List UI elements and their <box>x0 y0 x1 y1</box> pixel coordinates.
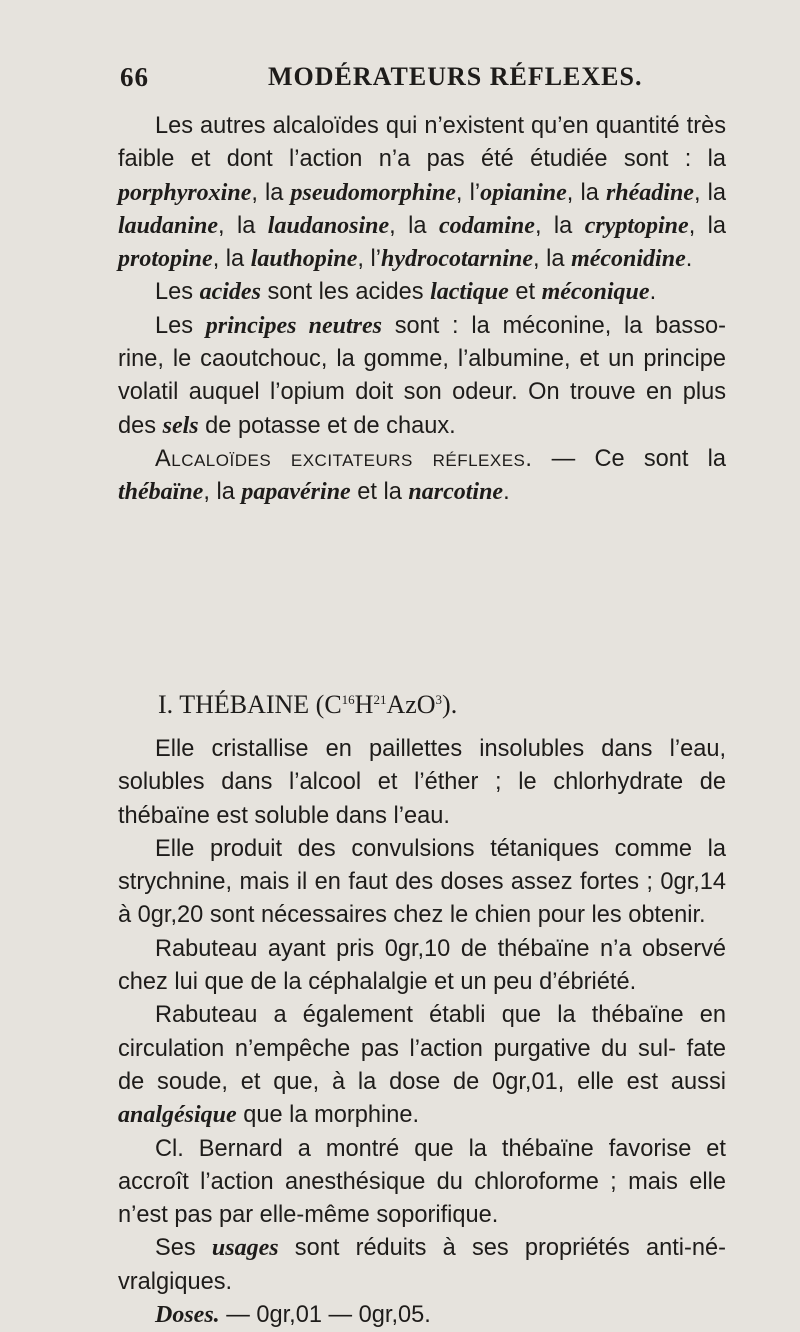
term-laudanosine: laudanosine <box>267 212 390 239</box>
term-analgesique: analgésique <box>118 1102 237 1129</box>
term-lactique: lactique <box>430 279 509 306</box>
body-text-thebaine <box>118 733 726 1332</box>
term-thebaine: thébaïne <box>118 479 204 506</box>
page-number: 66 <box>120 62 149 92</box>
running-head: MODÉRATEURS RÉFLEXES. <box>268 62 643 91</box>
term-hydrocotarnine: hydrocotarnine <box>381 246 534 273</box>
term-papaverine: papavérine <box>241 479 351 506</box>
term-sels: sels <box>162 412 199 439</box>
paragraph-acids: Les acides sont les acides lactique et méconique. <box>155 279 657 306</box>
term-porphyroxine: porphyroxine <box>118 179 252 206</box>
paragraph-convulsions: Elle produit des convulsions tétaniques comme la strychnine, mais il en faut des doses assez fortes ; 0gr,14 à 0gr,20 sont nécessaires chez le chien pour les obtenir. <box>118 835 726 929</box>
paragraph-neutral-principles: Les principes neutres sont : la méconine, la basso- rine, le caoutchouc, la gomme, l’albumine, et un principe volatil auquel l’opium doit son odeur. On trouve en plus des sels de potasse et de chaux. <box>118 312 726 439</box>
page-header <box>120 62 720 98</box>
paragraph-bernard: Cl. Bernard a montré que la thébaïne favorise et accroît l’action anesthésique du chloroforme ; mais elle n’est pas par elle-même soporifique. <box>118 1135 726 1229</box>
paragraph-crystallisation: Elle cristallise en paillettes insolubles dans l’eau, solubles dans l’alcool et l’éther ; le chlorhydrate de thébaïne est soluble dans l’eau. <box>118 736 726 829</box>
paragraph-usages: Ses usages sont réduits à ses propriétés anti-né- vralgiques. <box>118 1235 726 1295</box>
paragraph-doses: Doses. — 0gr,01 — 0gr,05. <box>155 1302 431 1329</box>
term-acides: acides <box>199 279 261 306</box>
term-cryptopine: cryptopine <box>584 212 689 239</box>
term-opianine: opianine <box>480 179 567 206</box>
term-doses: Doses. <box>155 1302 220 1329</box>
term-narcotine: narcotine <box>408 479 504 506</box>
term-lauthopine: lauthopine <box>250 246 358 273</box>
paragraph-rabuteau-dose: Rabuteau ayant pris 0gr,10 de thébaïne n’a observé chez lui que de la céphalalgie et un peu d’ébriété. <box>118 935 726 996</box>
term-laudanine: laudanine <box>118 212 219 239</box>
term-principes-neutres: principes neutres <box>205 312 382 339</box>
term-usages: usages <box>211 1235 279 1262</box>
term-meconidine: méconidine <box>571 246 686 273</box>
paragraph-excitatory-alkaloids: Alcaloïdes excitateurs réflexes. — Ce sont la thébaïne, la papavérine et la narcotine. <box>118 445 727 506</box>
paragraph-minor-alkaloids: Les autres alcaloïdes qui n’existent qu’en quantité très faible et dont l’action n’a pas été étudiée sont : la porphyroxine, la pseudomorphine, l’opianine, la rhéadine, la laudanine, la laudanosine, la codamine, la cryptopine, la protopine, la lauthopine, l’hydrocotarnine, la méconidine. <box>118 113 727 273</box>
term-meconique: méconique <box>541 279 650 306</box>
section-label: Alcaloïdes excitateurs réflexes. <box>155 445 533 472</box>
term-codamine: codamine <box>438 212 535 239</box>
section-heading-thebaine: I. THÉBAINE $(C^{16}H^{21}AzO^3)$. <box>158 690 458 719</box>
body-text-top <box>118 110 726 510</box>
term-rheadine: rhéadine <box>605 179 694 206</box>
paragraph-rabuteau-analgesic: Rabuteau a également établi que la thébaïne en circulation n’empêche pas l’action purgative du sul- fate de soude, et que, à la dose de 0gr,01, elle est aussi analgésique que la morphine. <box>118 1002 726 1129</box>
term-protopine: protopine <box>118 246 213 273</box>
term-pseudomorphine: pseudomorphine <box>290 179 456 206</box>
